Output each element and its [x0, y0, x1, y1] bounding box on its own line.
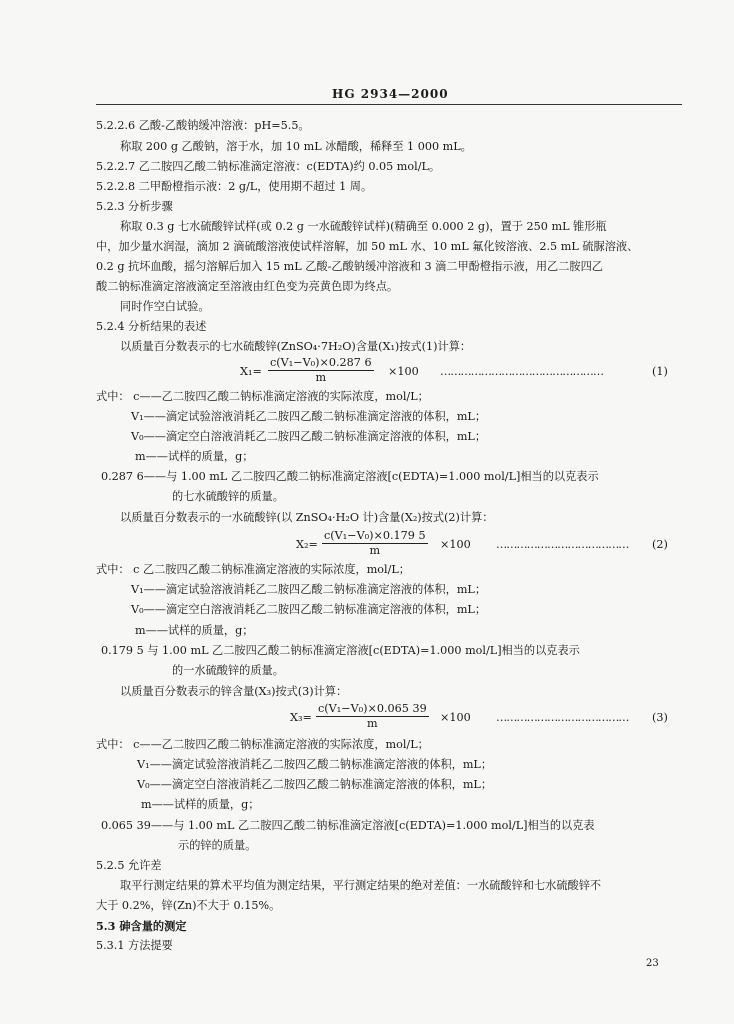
formula-2-tail: ×100 — [440, 538, 471, 551]
paragraph-line: 称取 0.3 g 七水硫酸锌试样(或 0.2 g 一水硫酸锌试样)(精确至 0.000 2 g)，置于 250 mL 锥形瓶 — [120, 220, 607, 233]
formula-1-dots: ………………………………………… — [440, 365, 603, 378]
page-number: 23 — [646, 958, 659, 969]
clause-5-2-2-6: 5.2.2.6 乙酸-乙酸钠缓冲溶液：pH=5.5。 — [96, 119, 310, 132]
symbol-definition: V₁——滴定试验溶液消耗乙二胺四乙酸二钠标准滴定溶液的体积，mL； — [131, 583, 487, 596]
paragraph-line: 以质量百分数表示的锌含量(X₃)按式(3)计算： — [120, 685, 348, 698]
clause-5-2-2-8: 5.2.2.8 二甲酚橙指示液：2 g/L，使用期不超过 1 周。 — [96, 180, 373, 193]
paragraph-line: 以质量百分数表示的一水硫酸锌(以 ZnSO₄·H₂O 计)含量(X₂)按式(2)计算： — [120, 511, 494, 524]
formula-2-dots: ………………………………… — [496, 538, 629, 551]
formula-2-numerator: c(V₁−V₀)×0.179 5 — [324, 529, 426, 542]
section-heading-5-2-5: 5.2.5 允许差 — [96, 859, 162, 872]
formula-1-numerator: c(V₁−V₀)×0.287 6 — [270, 356, 372, 369]
symbol-definition: V₀——滴定空白溶液消耗乙二胺四乙酸二钠标准滴定溶液的体积，mL； — [131, 430, 487, 443]
symbol-definition: 式中： c——乙二胺四乙酸二钠标准滴定溶液的实际浓度，mol/L； — [96, 390, 429, 403]
section-heading-5-3-1: 5.3.1 方法提要 — [96, 939, 173, 952]
paragraph-line: 称取 200 g 乙酸钠，溶于水，加 10 mL 冰醋酸，稀释至 1 000 mL。 — [120, 140, 472, 153]
section-heading-5-3: 5.3 砷含量的测定 — [96, 919, 187, 933]
formula-3-dots: ………………………………… — [496, 711, 629, 724]
header-rule — [96, 104, 682, 105]
symbol-definition: 0.287 6——与 1.00 mL 乙二胺四乙酸二钠标准滴定溶液[c(EDTA)=1.000 mol/L]相当的以克表示 — [101, 470, 599, 483]
paragraph-line: 大于 0.2%，锌(Zn)不大于 0.15%。 — [96, 899, 281, 912]
paragraph-line: 同时作空白试验。 — [120, 300, 210, 313]
formula-1-label: (1) — [652, 365, 668, 378]
paragraph-line: 中，加少量水润湿，滴加 2 滴硫酸溶液使试样溶解，加 50 mL 水、10 mL 氟化铵溶液、2.5 mL 硫脲溶液、 — [96, 240, 639, 253]
symbol-definition: 0.179 5 与 1.00 mL 乙二胺四乙酸二钠标准滴定溶液[c(EDTA)=1.000 mol/L]相当的以克表示 — [101, 644, 580, 657]
paragraph-line: 取平行测定结果的算术平均值为测定结果，平行测定结果的绝对差值：一水硫酸锌和七水硫酸锌不 — [120, 879, 602, 892]
formula-3-tail: ×100 — [440, 711, 471, 724]
formula-2-denominator: m — [369, 544, 381, 557]
standard-code-header: HG 2934—2000 — [332, 87, 449, 101]
symbol-definition: m——试样的质量，g； — [141, 798, 260, 811]
section-heading-5-2-4: 5.2.4 分析结果的表述 — [96, 320, 207, 333]
section-heading-5-2-3: 5.2.3 分析步骤 — [96, 200, 173, 213]
formula-3-lhs: X₃= — [290, 711, 312, 724]
formula-3-fraction — [316, 702, 429, 731]
paragraph-line: 以质量百分数表示的七水硫酸锌(ZnSO₄·7H₂O)含量(X₁)按式(1)计算： — [120, 340, 472, 353]
formula-3-numerator: c(V₁−V₀)×0.065 39 — [318, 702, 427, 715]
formula-2-lhs: X₂= — [296, 538, 318, 551]
symbol-definition-cont: 的一水硫酸锌的质量。 — [172, 664, 284, 677]
symbol-definition: 式中： c 乙二胺四乙酸二钠标准滴定溶液的实际浓度，mol/L； — [96, 563, 410, 576]
formula-1-fraction — [268, 356, 374, 385]
formula-1-lhs: X₁= — [240, 365, 262, 378]
formula-2-fraction — [322, 529, 428, 558]
symbol-definition: V₁——滴定试验溶液消耗乙二胺四乙酸二钠标准滴定溶液的体积，mL； — [131, 410, 487, 423]
formula-3-denominator: m — [367, 717, 378, 730]
paragraph-line: 0.2 g 抗坏血酸，摇匀溶解后加入 15 mL 乙酸-乙酸钠缓冲溶液和 3 滴二甲酚橙指示液，用乙二胺四乙 — [96, 260, 603, 273]
paragraph-line: 酸二钠标准滴定溶液滴定至溶液由红色变为亮黄色即为终点。 — [96, 280, 399, 293]
symbol-definition: m——试样的质量，g； — [135, 624, 254, 637]
formula-2-label: (2) — [652, 538, 668, 551]
symbol-definition: V₀——滴定空白溶液消耗乙二胺四乙酸二钠标准滴定溶液的体积，mL； — [131, 603, 487, 616]
symbol-definition: m——试样的质量，g； — [135, 450, 254, 463]
symbol-definition: V₀——滴定空白溶液消耗乙二胺四乙酸二钠标准滴定溶液的体积，mL； — [137, 778, 493, 791]
symbol-definition-cont: 的七水硫酸锌的质量。 — [172, 490, 284, 503]
symbol-definition: 0.065 39——与 1.00 mL 乙二胺四乙酸二钠标准滴定溶液[c(EDTA)=1.000 mol/L]相当的以克表 — [101, 819, 595, 832]
formula-1-denominator: m — [315, 371, 327, 384]
formula-3-label: (3) — [652, 711, 668, 724]
formula-1-tail: ×100 — [388, 365, 419, 378]
symbol-definition-cont: 示的锌的质量。 — [178, 839, 257, 852]
symbol-definition: V₁——滴定试验溶液消耗乙二胺四乙酸二钠标准滴定溶液的体积，mL； — [137, 758, 493, 771]
clause-5-2-2-7: 5.2.2.7 乙二胺四乙酸二钠标准滴定溶液：c(EDTA)约 0.05 mol/L。 — [96, 160, 441, 173]
symbol-definition: 式中： c——乙二胺四乙酸二钠标准滴定溶液的实际浓度，mol/L； — [96, 738, 429, 751]
